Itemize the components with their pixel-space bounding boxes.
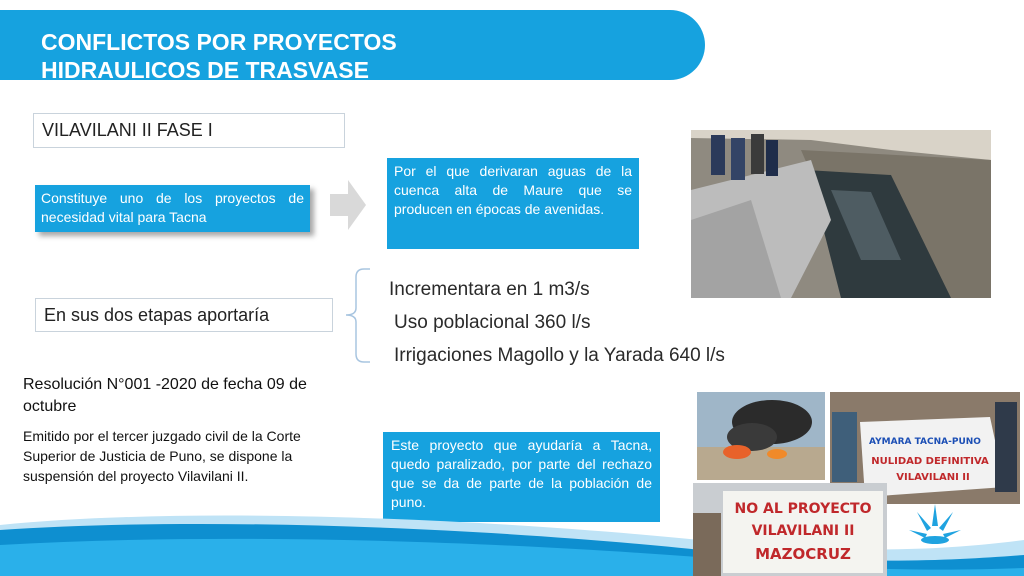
no-project-sign-image	[693, 483, 887, 576]
maure-basin-box	[387, 158, 639, 249]
stages-label: En sus dos etapas aportaría	[44, 304, 270, 325]
stages-box	[35, 298, 333, 332]
svg-text:MAZOCRUZ: MAZOCRUZ	[755, 545, 851, 563]
canal-river-photo	[691, 130, 991, 298]
canal-river-image	[691, 130, 991, 298]
bracket-icon	[342, 268, 372, 363]
project-label-box	[33, 113, 345, 148]
header-banner	[0, 10, 705, 83]
contribution-item: Incrementara en 1 m3/s	[389, 279, 590, 300]
resolution-title: Resolución N°001 -2020 de fecha 09 de octubre	[23, 376, 307, 415]
svg-text:VILAVILANI II: VILAVILANI II	[896, 472, 970, 483]
page-title: CONFLICTOS POR PROYECTOS HIDRAULICOS DE TRASVASE	[41, 29, 397, 83]
svg-text:AYMARA TACNA-PUNO: AYMARA TACNA-PUNO	[869, 437, 981, 447]
paralyzed-project-text: Este proyecto que ayudaría a Tacna, quedo paralizado, por parte del rechazo que se da de parte de la población de puno.	[391, 437, 652, 510]
vital-project-box	[35, 185, 310, 232]
contribution-item: Irrigaciones Magollo y la Yarada 640 l/s	[394, 345, 725, 366]
maure-basin-text: Por el que derivaran aguas de la cuenca alta de Maure que se producen en épocas de avenidas.	[394, 163, 632, 217]
svg-text:NO AL PROYECTO: NO AL PROYECTO	[734, 501, 872, 517]
no-project-sign-photo	[693, 483, 887, 576]
fire-smoke-photo	[697, 392, 825, 480]
fire-smoke-image	[697, 392, 825, 480]
svg-text:NULIDAD DEFINITIVA: NULIDAD DEFINITIVA	[871, 456, 989, 467]
project-label: VILAVILANI II FASE I	[42, 120, 213, 140]
arrow-right-icon	[330, 180, 366, 230]
vital-project-text: Constituye uno de los proyectos de necesidad vital para Tacna	[41, 190, 304, 225]
water-splash-logo-icon	[905, 500, 965, 548]
contribution-item: Uso poblacional 360 l/s	[394, 312, 591, 333]
svg-text:VILAVILANI II: VILAVILANI II	[751, 523, 855, 539]
resolution-body: Emitido por el tercer juzgado civil de la Corte Superior de Justicia de Puno, se dispone la suspensión del proyecto Vilavilani II.	[23, 428, 301, 484]
